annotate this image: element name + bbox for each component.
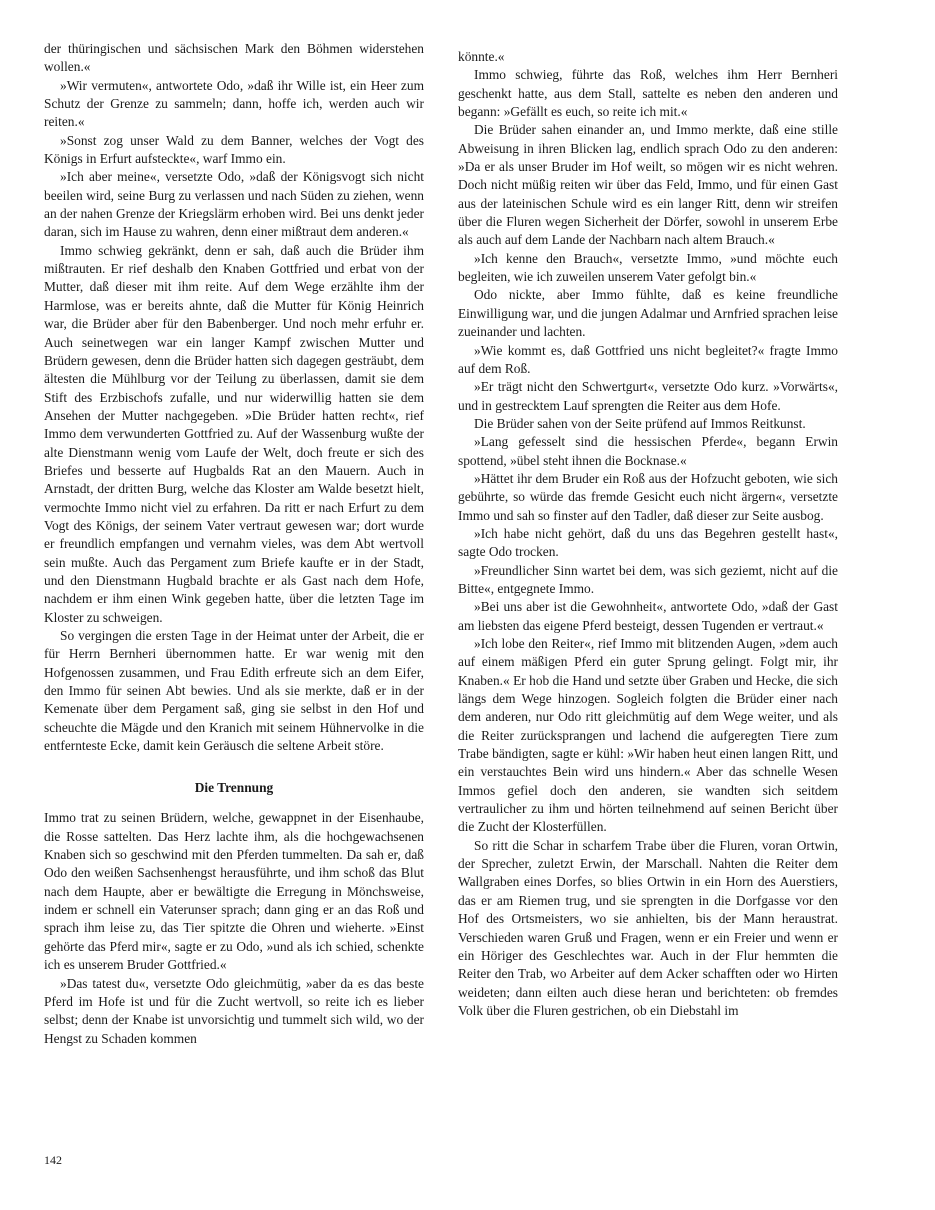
paragraph: »Ich kenne den Brauch«, versetzte Immo, »und möchte euch begleiten, wie ich zuweilen unserem Vater gefolgt bin.« (458, 250, 838, 285)
paragraph: »Ich lobe den Reiter«, rief Immo mit blitzenden Augen, »dem auch auf einem mäßigen Pferd ein guter Sprung gelingt. Folgt mir, ihr Knaben.« Er hob die Hand und setzte über Graben und Hecke, die sich längs dem Wege hinzogen. Sogleich folgten die Brüder einer nach dem anderen, nur Odo ritt gleichmütig auf dem Wege weiter, und als die Reiter zurücksprangen und lachend die aufgeregten Tiere zum Trabe bändigten, sagte er kühl: »Wir haben heut einen langen Ritt, und ein verstauchtes Bein wird uns hindern.« Aber das schnelle Wesen Immos gefiel doch den anderen, sie wandten sich seitdem vertraulicher zu ihm und hörten teilnehmend auf seinen Bericht über die Zucht der Klosterfüllen. (458, 636, 838, 835)
paragraph: So ritt die Schar in scharfem Trabe über die Fluren, voran Ortwin, der Sprecher, zuletzt Erwin, der Marschall. Nahten die Reiter dem Wallgraben eines Dorfes, so blies Ortwin in ein Horn des Auerstiers, das er am Riemen trug, und sie sprengten in die Dorfgasse vor den Hof des Ortsmeisters, wo sie anhielten, bis der Mann heraustrat. Verschieden waren Gruß und Fragen, wenn er ein Freier und wenn er ein Höriger des Geschlechtes war. Auch in der Flur hemmten die Reiter den Trab, wo Arbeiter auf dem Acker schafften oder wo Hirten weideten; dann eilten auch diese heran und berichteten: ob fremdes Volk über die Fluren gestrichen, ob ein Diebstahl im (458, 837, 838, 1018)
paragraph: Die Brüder sahen einander an, und Immo merkte, daß eine stille Abweisung in ihren Blicken lag, endlich sprach Odo zu den anderen: »Da er als unser Bruder im Hof weilt, so mögen wir es nicht wehren. Doch nicht müßig reiten wir über das Feld, Immo, und für einen Gast aus der lateinischen Schule wird es ein langer Ritt, denn wir streifen über die Fluren wegen Sicherheit der Dörfer, sowohl in unserem Erbe als auch auf dem Lande der Nachbarn nach altem Brauch.« (458, 122, 838, 248)
paragraph: Odo nickte, aber Immo fühlte, daß es keine freundliche Einwilligung war, und die jungen Adalmar und Arnfried sprachen leise zueinander und lachten. (458, 287, 838, 340)
paragraph: Immo schwieg gekränkt, denn er sah, daß auch die Brüder ihm mißtrauten. Er rief deshalb den Knaben Gottfried und erbat von der Mutter, daß dieser mit ihm reite. Auf dem Wege erzählte ihm der Harmlose, was er bereits ahnte, daß die Mutter für König Heinrich war, die Brüder aber für den Babenberger. Und noch mehr erfuhr er. Auch seinetwegen war ein langer Kampf zwischen Mutter und Brüdern gewesen, denn die Brüder hatten sich dagegen gesträubt, dem ältesten die Mühlburg vor der Teilung zu überlassen, damit sie dem Stift des Erzbischofs zufalle, und nur widerwillig hatten sie dem Ansehen der Mutter nachgegeben. »Die Brüder hatten recht«, rief Immo dem verwunderten Gottfried zu. Auf der Wassenburg wußte der alte Dienstmann wenig vom Laufe der Welt, doch freute er sich des Briefes und besserte auf Hugbalds Rat an den Mauern. Auch in Arnstadt, der dritten Burg, welche das Kloster am Walde besetzt hielt, vermochte Immo nicht viel zu erfahren. Da ritt er nach Erfurt zu dem Vogt des Königs, der seinem Vater vertraut gewesen war; dort wurde er freundlich empfangen und vernahm vieles, was dem Abt wertvoll sein mußte. Auch das Pergament zum Briefe kaufte er in der Stadt, und den Dienstmann Hugbald brachte er als Gast nach dem Hofe, nachdem er ihm einen Wink gegeben hatte, über die letzten Tage im Kloster zu schweigen. (44, 242, 424, 625)
paragraph: der thüringischen und sächsischen Mark den Böhmen widerstehen wollen.« (44, 41, 424, 75)
right-column (458, 48, 838, 1020)
paragraph: »Ich habe nicht gehört, daß du uns das Begehren gestellt hast«, sagte Odo trocken. (458, 525, 838, 560)
paragraph: könnte.« (458, 49, 505, 64)
paragraph: »Bei uns aber ist die Gewohnheit«, antwortete Odo, »daß der Gast am liebsten das eigene Pferd besteigt, dessen Tugenden er vertraut.« (458, 599, 838, 633)
paragraph: »Wir vermuten«, antwortete Odo, »daß ihr Wille ist, ein Heer zum Schutz der Grenze zu sammeln; dann, hoffe ich, werden auch wir reiten.« (44, 77, 424, 130)
paragraph: Die Brüder sahen von der Seite prüfend auf Immos Reitkunst. (474, 415, 806, 431)
paragraph: Immo schwieg, führte das Roß, welches ihm Herr Bernheri geschenkt hatte, aus dem Stall, sattelte es neben den anderen und begann: »Gefällt es euch, so reite ich mit.« (458, 67, 838, 120)
paragraph: »Hättet ihr dem Bruder ein Roß aus der Hofzucht geboten, wie sich gebührte, so würde das fremde Gesicht euch nicht ärgern«, versetzte Immo und sah so finster auf den Tadler, daß dieser zur Seite ausbog. (458, 470, 838, 523)
paragraph: So vergingen die ersten Tage in der Heimat unter der Arbeit, die er für Herrn Bernheri übernommen hatte. Er war wenig mit den Hofgenossen zusammen, und Frau Edith erfreute sich an dem Eifer, den Immo für seinen Abt bewies. Und als sie merkte, daß er in der Kemenate über dem Pergament saß, ging sie selbst in den Hof und scheuchte die Mägde und den Kranich mit seinem Hühnervolke in die entfernteste Ecke, damit kein Geräusch die seltene Arbeit störe. (44, 628, 424, 754)
paragraph: »Wie kommt es, daß Gottfried uns nicht begleitet?« fragte Immo auf dem Roß. (458, 342, 838, 376)
paragraph: »Ich aber meine«, versetzte Odo, »daß der Königsvogt sich nicht beeilen wird, seine Burg zu verlassen und nach Süden zu ziehen, wenn an der nahen Grenze der Kriegslärm erhoben wird. Bei uns denkt jeder daran, sich im Hause zu wahren, denn einer mißtraut dem anderen.« (44, 169, 424, 240)
paragraph: »Lang gefesselt sind die hessischen Pferde«, begann Erwin spottend, »übel steht ihnen die Bocknase.« (458, 434, 838, 468)
page-number: 142 (44, 1153, 62, 1167)
paragraph: »Er trägt nicht den Schwertgurt«, versetzte Odo kurz. »Vorwärts«, und in gestrecktem Lauf sprengten die Reiter aus dem Hofe. (458, 379, 838, 413)
paragraph: Immo trat zu seinen Brüdern, welche, gewappnet in der Eisenhaube, die Rosse sattelten. Das Herz lachte ihm, als die hochgewachsenen Knaben sich so geschwind mit den Pferden tummelten. Da sah er, daß Odo den weißen Sachsenhengst herausführte, und ihm schoß das Blut nach dem Haupte, aber er bewältigte die Erregung in Mönchsweise, indem er schnell ein Vaterunser sprach; dann ging er an das Roß und sprach ihm leise zu, das Tier spitzte die Ohren und wieherte. »Einst gehörte das Pferd mir«, sagte er zu Odo, »und als ich schied, schenkte ich es unserem Bruder Gottfried.« (44, 810, 424, 973)
left-column (44, 40, 424, 1048)
paragraph: »Freundlicher Sinn wartet bei dem, was sich geziemt, nicht auf die Bitte«, entgegnete Immo. (458, 562, 838, 596)
section-heading: Die Trennung (194, 780, 274, 796)
paragraph: »Das tatest du«, versetzte Odo gleichmütig, »aber da es das beste Pferd im Hofe ist und für die Zucht wertvoll, so reite ich es lieber selbst; denn der Knabe ist unvorsichtig und tummelt sich wild, wo der Hengst zu Schaden kommen (44, 975, 424, 1046)
paragraph: »Sonst zog unser Wald zu dem Banner, welches der Vogt des Königs in Erfurt aufsteckte«, warf Immo ein. (44, 132, 424, 167)
